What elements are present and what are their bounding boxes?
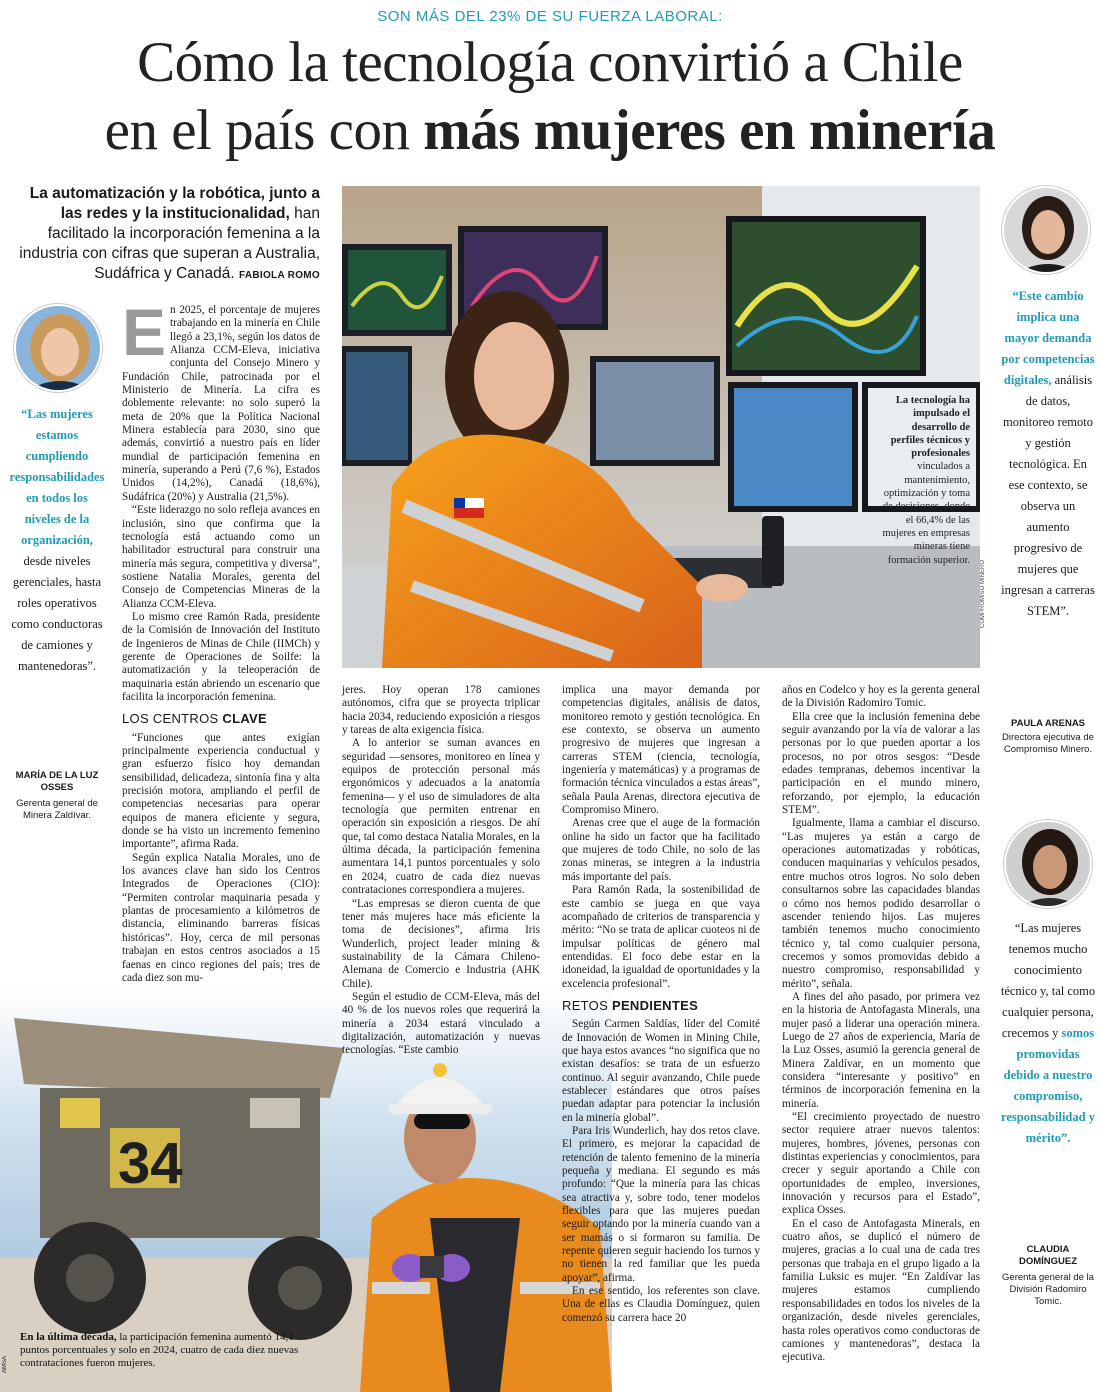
quote-arenas [1000,286,1096,622]
article-column-3 [562,684,760,1325]
paragraph: Según el estudio de CCM-Eleva, más del 40 % de los nuevos roles que requerirá la minería a 2034 estará vinculado a digitalización, automatización y nuevas tecnologías. “Este cambio [342,990,540,1057]
quote-dominguez-name: CLAUDIA DOMÍNGUEZ [1018,1244,1078,1267]
headline-bold: más mujeres en minería [423,99,996,162]
quote-osses [8,404,106,677]
subhead-centros-clave [122,712,320,725]
article-column-2 [342,684,540,1058]
paragraph: Ella cree que la inclusión femenina debe seguir avanzando por la vía de valorar a las personas por lo que pueden aportar a los procesos, no por otros sesgos: “Desde edades tempranas, debemos incentivar la participación en el mundo minero, reforzando, por ejemplo, la educación STEM”. [782,710,980,817]
portrait-maria-de-la-luz-osses [14,304,102,392]
paragraph: Arenas cree que el auge de la formación online ha sido un factor que ha facilitado que mujeres de todo Chile, no solo de las zonas mineras, se integren a la industria más importante del país. [562,817,760,883]
subhead-retos-pendientes [562,999,760,1012]
paragraph: Para Ramón Rada, la sostenibilidad de este cambio se juega en que vaya acompañado de criterios de transparencia y mérito: “No se trata de aplicar cuoteos ni de impulsar políticas de género mal entendidas. El foco debe estar en la idoneidad, la igualdad de oportunidades y la excelencia profesional”. [562,884,760,990]
lead-bold: La automatización y la robótica, junto a las redes y la institucionalidad, [29,185,320,222]
caption-top-bold: La tecnología ha impulsado el desarrollo de perfiles técnicos y profesionales [890,395,970,460]
paragraph: Igualmente, llama a cambiar el discurso. “Las mujeres ya están a cargo de operaciones automatizadas y robóticas, conducen maquinarias y vehículos pesados, entre muchos otros logros. No solo deben consultarnos sobre las capacidades blandas o cómo nos hemos podido desarrollar o ascender teniendo hijos. Las mujeres también tenemos mucho conocimiento técnico y, tal como cualquier persona, crecemos y somos promovidas debido a nuestro compromiso, responsabilidad y mérito”, señala. [782,817,980,990]
headline-plain: en el país con [104,99,424,162]
caption-top-text: vinculados a mantenimiento, optimización y toma de decisiones, donde el 66,4% de las mujeres en empresas mineras tiene formación superior. [882,461,970,566]
paragraph: Según Carmen Saldías, líder del Comité de Innovación de Women in Mining Chile, que haya estos avances “no significa que no existan desafíos: se trata de un esfuerzo continuo. Al seguir avanzando, Chile puede establecer estándares que otros países puedan adaptar para potenciar la inclusión en la minería global”. [562,1018,760,1124]
headline-line-2 [0,100,1100,162]
lead-paragraph [10,184,320,286]
quote-osses-role: Gerenta general de Minera Zaldívar. [16,798,98,821]
paragraph: jeres. Hoy operan 178 camiones autónomos, cifra que se proyecta triplicar hacia 2034, reduciendo exposición a riesgos y tareas de alta exigencia física. [342,684,540,737]
quote-dominguez-role: Gerenta general de la División Radomiro Tomic. [1002,1272,1094,1307]
paragraph: “Las empresas se dieron cuenta de que tener más mujeres hace más eficiente la toma de decisiones”, afirma Iris Wunderlich, project leader mining & sustainability de la Cámara Chileno-Alemana de Comercio e Industria (AHK Chile). [342,897,540,990]
quote-arenas-name: PAULA ARENAS [1010,718,1086,729]
quote-arenas-role: Directora ejecutiva de Compromiso Minero. [1002,732,1094,755]
paragraph: “El crecimiento proyectado de nuestro sector requiere atraer nuevos talentos: mujeres, hombres, jóvenes, personas con distintas experiencias y conocimientos, para crecer y seguir aportando a Chile con oportunidades de empleo, inversiones, innovación y recursos para el Estado”, explica Osses. [782,1111,980,1217]
portrait-woman-blonde-icon [16,306,102,392]
quote-osses-text: desde niveles gerenciales, hasta roles operativos como conductoras de camiones y mantenedoras”. [11,554,103,673]
paragraph: En el caso de Antofagasta Minerals, en cuatro años, se duplicó el número de mujeres, gracias a lo cual una de cada tres personas que trabaja en el grupo ligado a la familia Luksic es mujer. “En Zaldívar las mujeres estamos cumpliendo responsabilidades en todos los niveles de la organización, desde niveles gerenciales, hasta roles operativos como conductoras de camiones y mantenedoras”, destaca la ejecutiva. [782,1217,980,1364]
paragraph: Para Iris Wunderlich, hay dos retos clave. El primero, es mejorar la capacidad de retención de talento femenino de la minería pequeña y mediana. El segundo es más profundo: “Que la minería para las chicas sea atractiva y, sobre todo, tener modelos flexibles para que las mujeres puedan seguir optando por la minería cuando van a ser mamás o si formaron su familia. De repente quieren seguir haciendo los turnos y no tienen la red familiar que les pueda apoyar”, afirma. [562,1125,760,1284]
paragraph: implica una mayor demanda por competencias digitales, análisis de datos, monitoreo remoto y gestión tecnológica. En ese contexto, se observa un aumento progresivo de mujeres que ingresan a carreras STEM (ciencia, tecnología, ingeniería y matemáticas) y a programas de formación técnica vinculados a estas áreas”, señala Paula Arenas, directora ejecutiva de Compromiso Minero. [562,684,760,817]
caption-bottom-bold: En la última década, [20,1331,117,1343]
paragraph: “Este liderazgo no solo refleja avances en inclusión, sino que confirma que la tecnología está actuando como un habilitador estructural para construir una minería más segura, competitiva y diversa”, sostiene Natalia Morales, gerenta del Consejo de Competencias Mineras de la Alianza CCM-Eleva. [122,504,320,610]
article-column-1 [122,295,320,985]
photo-caption-top [876,394,970,567]
photo-credit-bottom: AMSA [2,1356,8,1374]
dropcap: E [122,295,167,369]
quote-osses-name: MARÍA DE LA LUZ OSSES [15,770,99,793]
headline-line-1: Cómo la tecnología convirtió a Chile [137,31,963,94]
photo-caption-bottom [20,1331,320,1370]
quote-dominguez-highlight: somos promovidas debido a nuestro compromiso, responsabilidad y mérito”. [1001,1026,1095,1145]
byline: FABIOLA ROMO [238,270,320,281]
subhead-bold: CLAVE [222,711,268,727]
paragraph: A lo anterior se suman avances en seguridad —sensores, monitoreo en línea y equipos de protección personal más ergonómicos y adecuados a la anatomía femenina— y el uso de simuladores de alta tecnología que permiten entrenar en operación sin exposición a riesgos. De ahí que, tal como destaca Natalia Morales, en la última década, la participación femenina aumentara 14,1 puntos porcentuales y solo en 2024, cuatro de cada diez nuevas contrataciones correspondiera a mujeres. [342,737,540,897]
paragraph: En ese sentido, los referentes son clave. Una de ellas es Claudia Domínguez, quien comenzó su carrera hace 20 [562,1285,760,1324]
paragraph: años en Codelco y hoy es la gerenta general de la División Radomiro Tomic. [782,684,980,710]
paragraph: Lo mismo cree Ramón Rada, presidente de la Comisión de Innovación del Instituto de Ingenieros de Minas de Chile (IIMCh) y gerente de Operaciones de Soilfe: la automatización y la teleoperación de maquinaria están abriendo un escenario que facilita la incorporación femenina. [122,610,320,703]
kicker: SON MÁS DEL 23% DE SU FUERZA LABORAL: [377,8,723,25]
lead-text: han facilitado la incorporación femenina a la industria con cifras que superan a Australia, Sudáfrica y Canadá. [19,205,320,282]
quote-dominguez [1000,918,1096,1149]
photo-credit-top: COMPROMISO MINERO [980,560,986,629]
paragraph: Según explica Natalia Morales, uno de los avances clave han sido los Centros Integrados de Operaciones (CIO): “Permiten controlar maquinaria pesada y plantas de procesamiento a kilómetros de distancia, eliminando barreras físicas históricas”. Hoy, cerca de mil personas trabajan en estos centros asociados a 15 faenas en cinco regiones del país; tres de cada diez son mu- [122,851,320,984]
quote-arenas-text: análisis de datos, monitoreo remoto y gestión tecnológica. En ese contexto, se observa un aumento progresivo de mujeres que ingresan a carreras STEM”. [1001,373,1095,618]
quote-dominguez-text: “Las mujeres tenemos mucho conocimiento técnico y, tal como cualquier persona, crecemos y [1000,921,1096,1040]
paragraph: “Funciones que antes exigían principalmente experiencia conductual y gran esfuerzo físico hoy demandan sensibilidad, delicadeza, sintonía fina y alta precisión motora, ampliando el perfil de competencias necesarias para operar equipos de manera eficiente y segura, donde se ha visto un incremento femenino importante”, afirma Rada. [122,731,320,851]
subhead-plain: LOS CENTROS [122,711,223,727]
portrait-claudia-dominguez [1004,820,1092,908]
truck-number: 34 [118,1131,183,1196]
portrait-woman-dark-hair-icon [1004,188,1090,274]
portrait-paula-arenas [1002,186,1090,274]
caption-bottom-text: la participación femenina aumentó 14,1 puntos porcentuales y solo en 2024, cuatro de cada diez nuevas contrataciones fueron mujeres. [20,1331,299,1369]
paragraph: n 2025, el porcentaje de mujeres trabajando en la minería en Chile llegó a 23,1%, según los datos de Alianza CCM-Eleva, iniciativa conjunta del Consejo Minero y Fundación Chile, patrocinada por el Ministerio de Minería. La cifra es doblemente relevante: no solo superó la meta de 20% que la Política Nacional Minera establecía para 2030, sino que además, convirtió a nuestro país en líder mundial de participación femenina en minería, superando a Perú (7,6 %), Estados Unidos (14,2%), Canadá (18,6%), Sudáfrica (20%) y Australia (21,5%). [122,304,320,503]
portrait-woman-dark-hair-icon [1006,822,1092,908]
article-column-4 [782,684,980,1365]
quote-osses-highlight: “Las mujeres estamos cumpliendo responsabilidades en todos los niveles de la organización, [9,407,105,547]
subhead-bold: PENDIENTES [611,997,699,1013]
paragraph: A fines del año pasado, por primera vez en la historia de Antofagasta Minerals, una mujer pasó a liderar una operación minera. Luego de 27 años de experiencia, María de la Luz Osses, asumió la gerencia general de Minera Zaldívar, en un momento que considera “interesante y positivo” en términos de incorporación femenina en la minería. [782,990,980,1110]
subhead-plain: RETOS [562,997,612,1013]
quote-arenas-highlight: “Este cambio implica una mayor demanda por competencias digitales, [1001,289,1095,387]
